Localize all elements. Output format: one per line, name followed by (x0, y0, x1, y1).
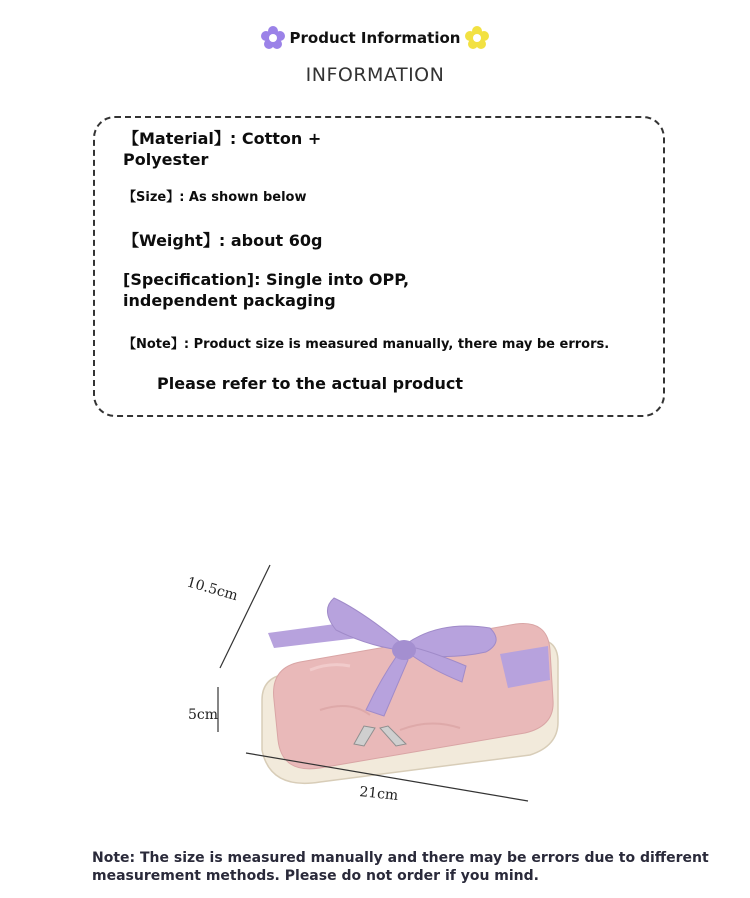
title-row (0, 24, 750, 52)
spec-text-2: independent packaging (123, 291, 336, 310)
page-title: Product Information (289, 29, 461, 47)
bow-left-loop (327, 598, 400, 650)
refer-line: Please refer to the actual product (157, 374, 463, 393)
purple-flower-icon (260, 25, 286, 51)
material-text-1: 【Material】: Cotton + (123, 129, 322, 148)
width-dimension-line (220, 565, 270, 668)
bottom-note-line-1: Note: The size is measured manually and there may be errors due to different (92, 850, 709, 866)
spec-text-1: [Specification]: Single into OPP, (123, 270, 410, 289)
material-text-2: Polyester (123, 150, 209, 169)
bottom-note (92, 849, 712, 885)
length-label: 21cm (358, 784, 399, 805)
height-label: 5cm (188, 707, 219, 723)
width-label: 10.5cm (184, 574, 240, 605)
specification-line (123, 269, 409, 311)
material-line (123, 128, 321, 170)
info-box (93, 116, 665, 417)
bottom-note-line-2: measurement methods. Please do not order if you mind. (92, 868, 539, 884)
size-line: 【Size】: As shown below (123, 190, 307, 205)
section-subtitle: INFORMATION (305, 64, 445, 86)
weight-line: 【Weight】: about 60g (123, 231, 323, 250)
yellow-flower-icon (464, 25, 490, 51)
note-line: 【Note】: Product size is measured manually, there may be errors. (123, 337, 610, 352)
bow-knot (392, 640, 416, 660)
product-illustration (170, 550, 570, 820)
